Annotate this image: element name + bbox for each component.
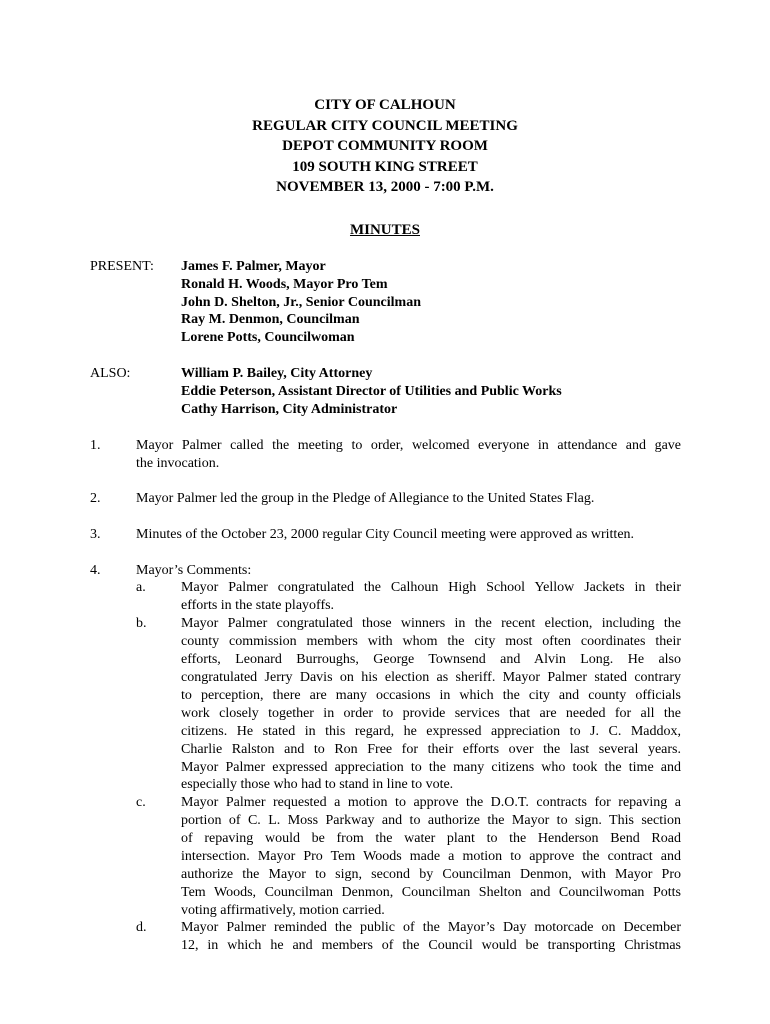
text-line: efforts in the state playoffs.	[181, 597, 335, 613]
header-line: 109 SOUTH KING STREET	[292, 158, 478, 175]
sub-item-letter: c.	[136, 795, 146, 810]
text-line: Minutes of the October 23, 2000 regular City Council meeting were approved as written.	[136, 527, 635, 542]
attendee-name: Ronald H. Woods, Mayor Pro Tem	[181, 276, 388, 292]
text-line: Mayor Palmer congratulated those winners in the recent election, including the	[181, 616, 681, 631]
text-line: Charlie Ralston and to Ron Free for their efforts over the last several years.	[181, 741, 681, 757]
sub-item-letter: d.	[136, 920, 147, 935]
text-line: Mayor’s Comments:	[136, 563, 252, 578]
attendee-name: Lorene Potts, Councilwoman	[181, 330, 355, 346]
present-names	[181, 258, 421, 347]
attendee-name: William P. Bailey, City Attorney	[181, 366, 373, 381]
text-line: work closely together in order to provide services that are needed for all the	[181, 705, 681, 721]
present-label: PRESENT:	[90, 259, 154, 274]
attendee-name: John D. Shelton, Jr., Senior Councilman	[181, 294, 421, 310]
text-line: efforts, Leonard Burroughs, George Townsend and Alvin Long. He also	[181, 651, 681, 667]
document-header	[0, 95, 770, 198]
text-line: Mayor Palmer requested a motion to approve the D.O.T. contracts for repaving a	[181, 795, 681, 810]
attendee-name: Cathy Harrison, City Administrator	[181, 401, 398, 417]
header-line: REGULAR CITY COUNCIL MEETING	[252, 117, 518, 134]
sub-item-text	[181, 794, 681, 920]
sub-item-letter: b.	[136, 616, 147, 631]
minutes-title: MINUTES	[349, 222, 420, 238]
item-text	[136, 562, 681, 580]
item-number: 2.	[90, 491, 101, 506]
text-line: county commission members with whom the city most often coordinates their	[181, 633, 681, 649]
text-line: of repaving would be from the water plant to the Henderson Bend Road	[181, 830, 681, 846]
text-line: voting affirmatively, motion carried.	[181, 902, 385, 918]
text-line: intersection. Mayor Pro Tem Woods made a motion to approve the contract and	[181, 848, 681, 864]
text-line: Mayor Palmer called the meeting to order, welcomed everyone in attendance and gave	[136, 438, 681, 453]
item-number: 4.	[90, 563, 101, 578]
text-line: citizens. He stated in this regard, he expressed appreciation to J. C. Maddox,	[181, 723, 681, 739]
sub-item-text	[181, 579, 681, 615]
text-line: to perception, there are many occasions in which the city and county officials	[181, 687, 681, 703]
header-line: DEPOT COMMUNITY ROOM	[282, 138, 488, 155]
header-line: CITY OF CALHOUN	[314, 97, 456, 113]
header-line: NOVEMBER 13, 2000 - 7:00 P.M.	[276, 179, 494, 196]
text-line: authorize the Mayor to sign, second by Councilman Denmon, with Mayor Pro	[181, 866, 681, 882]
attendee-name: Eddie Peterson, Assistant Director of Utilities and Public Works	[181, 383, 562, 399]
item-text	[136, 526, 681, 544]
text-line: especially those who had to stand in line to vote.	[181, 777, 454, 793]
item-number: 3.	[90, 527, 101, 542]
text-line: Mayor Palmer reminded the public of the Mayor’s Day motorcade on December	[181, 920, 681, 935]
attendee-name: Ray M. Denmon, Councilman	[181, 312, 360, 328]
attendee-name: James F. Palmer, Mayor	[181, 259, 326, 274]
text-line: Mayor Palmer congratulated the Calhoun High School Yellow Jackets in their	[181, 580, 681, 595]
item-text	[136, 490, 681, 508]
sub-item-text	[181, 919, 681, 955]
text-line: Tem Woods, Councilman Denmon, Councilman Shelton and Councilwoman Potts	[181, 884, 681, 900]
item-text	[136, 437, 681, 473]
text-line: Mayor Palmer expressed appreciation to the many citizens who took the time and	[181, 759, 681, 775]
text-line: congratulated Jerry Davis on his election as sheriff. Mayor Palmer stated contrary	[181, 669, 681, 685]
also-names	[181, 365, 562, 418]
text-line: the invocation.	[136, 455, 220, 471]
sub-item-text	[181, 615, 681, 794]
text-line: portion of C. L. Moss Parkway and to authorize the Mayor to sign. This section	[181, 812, 681, 828]
sub-item-letter: a.	[136, 580, 146, 595]
text-line: 12, in which he and members of the Council would be transporting Christmas	[181, 937, 681, 953]
item-number: 1.	[90, 438, 101, 453]
also-label: ALSO:	[90, 366, 131, 381]
text-line: Mayor Palmer led the group in the Pledge of Allegiance to the United States Flag.	[136, 491, 595, 506]
